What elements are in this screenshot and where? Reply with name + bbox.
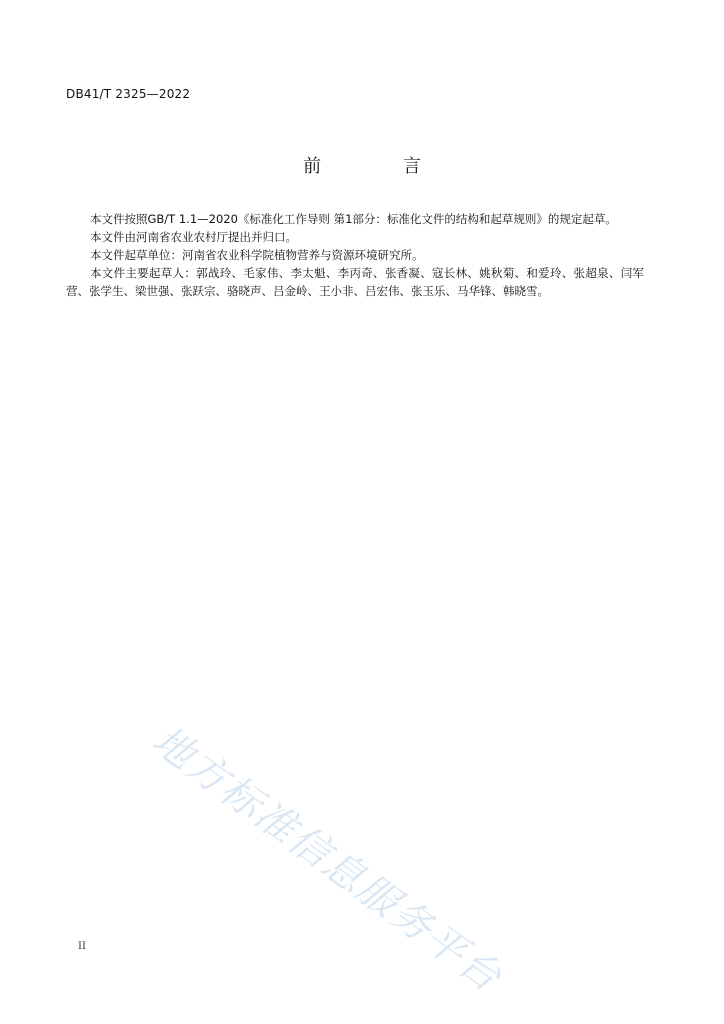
paragraph-proposer: 本文件由河南省农业农村厅提出并归口。 (90, 230, 297, 244)
page-title: 前 言 (303, 156, 459, 177)
page-number: II (78, 941, 86, 952)
paragraph-drafting-unit: 本文件起草单位：河南省农业科学院植物营养与资源环境研究所。 (90, 248, 424, 262)
watermark: 地方标准信息服务平台 (143, 717, 511, 1002)
document-code: DB41/T 2325—2022 (66, 87, 191, 101)
paragraph-drafting-basis: 本文件按照GB/T 1.1—2020《标准化工作导则 第1部分：标准化文件的结构和起草规则》的规定起草。 (90, 212, 617, 226)
paragraph-drafters: 本文件主要起草人：郭战玲、毛家伟、李太魁、李丙奇、张香凝、寇长林、姚秋菊、和爱玲、张超泉、闫军营、张学生、梁世强、张跃宗、骆晓声、吕金岭、王小非、吕宏伟、张玉乐、马华锋、韩晓雪。 (66, 266, 644, 298)
document-body (66, 210, 644, 300)
